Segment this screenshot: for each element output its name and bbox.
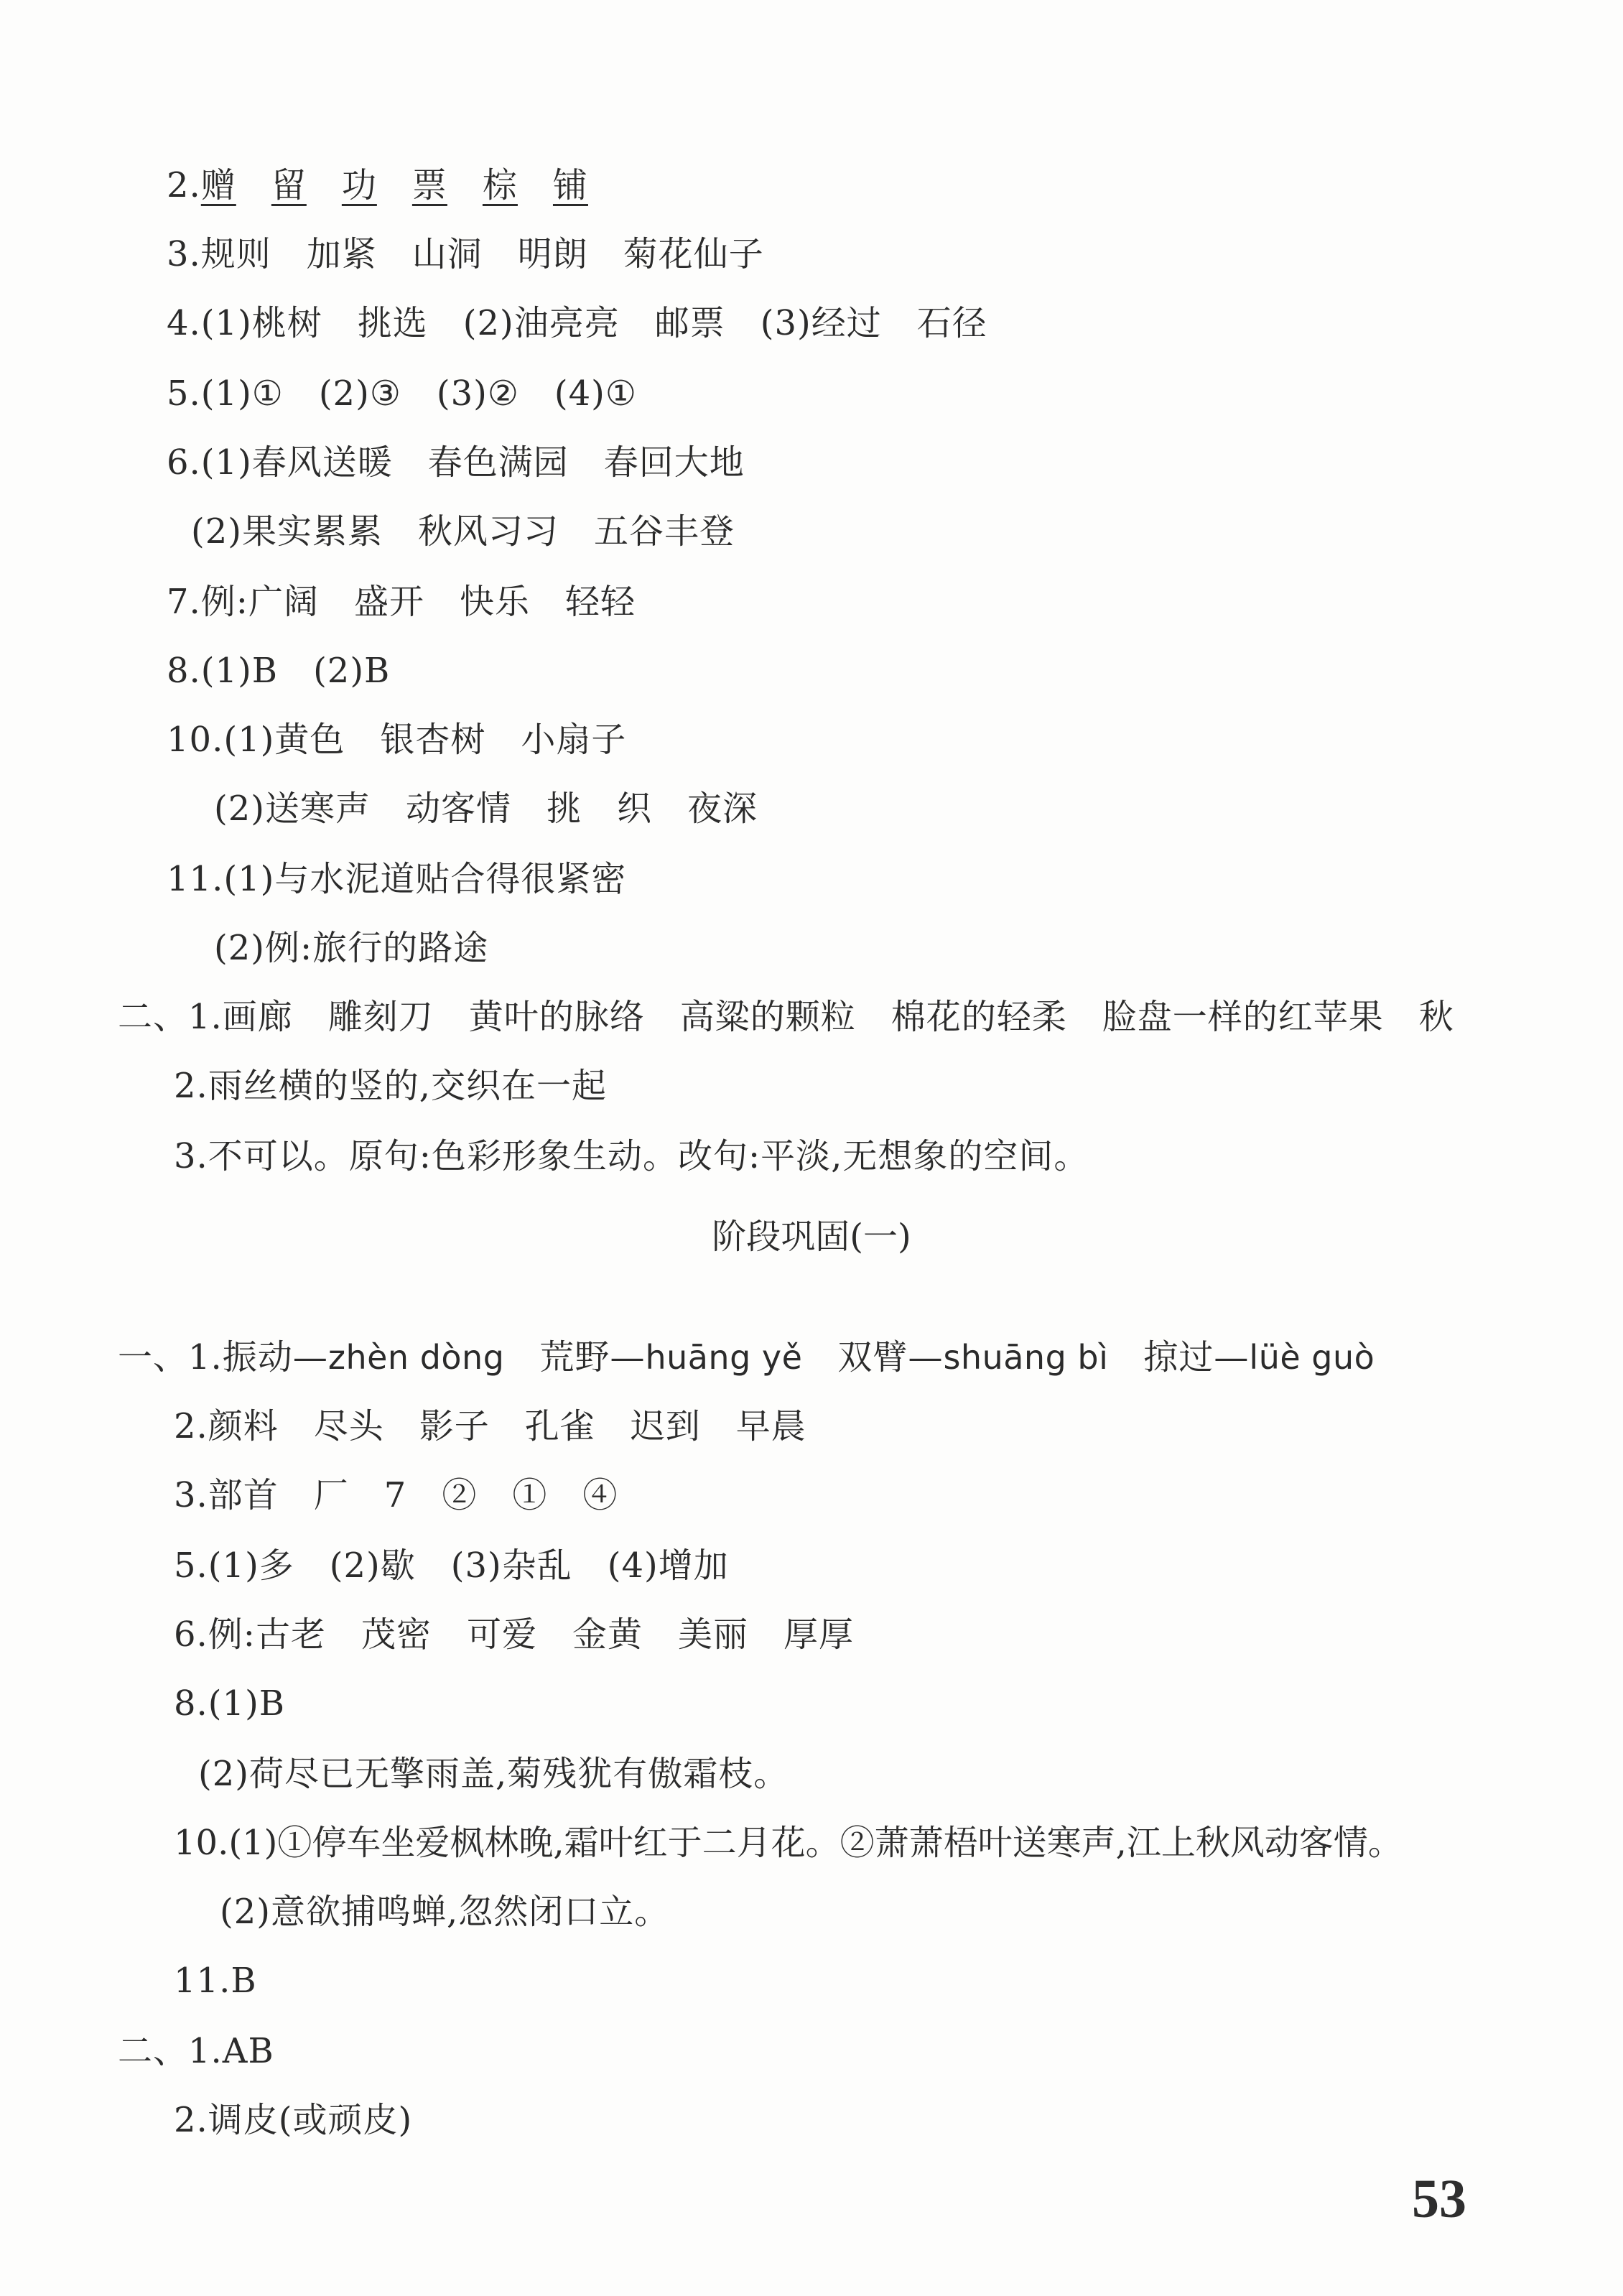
review-q5: 5.(1)多 (2)歇 (3)杂乱 (4)增加 [174, 1546, 729, 1586]
review-q8-part1: 8.(1)B [174, 1683, 286, 1724]
review-q1-pinyin: 一、1.振动—zhèn dòng 荒野—huāng yě 双臂—shuāng bì 掠过—lüè guò [118, 1337, 1375, 1377]
answer-a-q8: 8.(1)B (2)B [167, 651, 391, 691]
pinyin-3: shuāng bì [943, 1338, 1109, 1377]
review-q11: 11.B [174, 1961, 257, 2001]
answer-a-q11-part1: 11.(1)与水泥道贴合得很紧密 [167, 859, 627, 899]
answer-a-q11-part2: (2)例:旅行的路途 [214, 928, 489, 968]
review-q10-part1: 10.(1)①停车坐爱枫林晚,霜叶红于二月花。②萧萧梧叶送寒声,江上秋风动客情。 [174, 1823, 1403, 1863]
review-sec2-q1: 二、1.AB [118, 2031, 274, 2071]
pinyin-word-2: 荒野 [539, 1337, 610, 1377]
q2-char-5: 棕 [482, 165, 518, 205]
answer-a-q4: 4.(1)桃树 挑选 (2)油亮亮 邮票 (3)经过 石径 [167, 303, 987, 343]
answer-b-q1: 二、1.画廊 雕刻刀 黄叶的脉络 高粱的颗粒 棉花的轻柔 脸盘一样的红苹果 秋 [118, 997, 1454, 1037]
q2-char-1: 赠 [200, 165, 236, 205]
pinyin-word-1: 振动 [222, 1337, 293, 1377]
review-q8-part2: (2)荷尽已无擎雨盖,菊残犹有傲霜枝。 [198, 1754, 789, 1794]
answer-a-q7: 7.例:广阔 盛开 快乐 轻轻 [167, 582, 636, 622]
answer-a-q6-part1: 6.(1)春风送暖 春色满园 春回大地 [167, 442, 745, 483]
q2-char-6: 铺 [552, 165, 588, 205]
answer-a-q6-part2: (2)果实累累 秋风习习 五谷丰登 [191, 511, 735, 552]
review-q6: 6.例:古老 茂密 可爱 金黄 美丽 厚厚 [174, 1614, 854, 1655]
review-q1-prefix: 一、1. [118, 1337, 223, 1377]
section-title: 阶段巩固(一) [712, 1217, 911, 1257]
pinyin-1: zhèn dòng [327, 1338, 505, 1377]
answer-a-q10-part2: (2)送寒声 动客情 挑 织 夜深 [214, 789, 758, 829]
answer-b-q2: 2.雨丝横的竖的,交织在一起 [174, 1066, 608, 1106]
review-q10-part2: (2)意欲捕鸣蝉,忽然闭口立。 [220, 1892, 670, 1932]
review-q2: 2.颜料 尽头 影子 孔雀 迟到 早晨 [174, 1406, 806, 1446]
q2-number: 2. [167, 165, 201, 205]
q2-char-2: 留 [271, 165, 307, 205]
review-sec2-q2: 2.调皮(或顽皮) [174, 2100, 413, 2140]
pinyin-word-3: 双臂 [837, 1337, 908, 1377]
page-number: 53 [1412, 2169, 1466, 2229]
answer-a-q2 [167, 164, 588, 207]
pinyin-word-4: 掠过 [1143, 1337, 1214, 1377]
pinyin-2: huāng yě [645, 1338, 803, 1377]
answer-a-q10-part1: 10.(1)黄色 银杏树 小扇子 [167, 720, 627, 760]
review-q3: 3.部首 厂 7 ② ① ④ [174, 1475, 618, 1515]
answer-a-q5: 5.(1)① (2)③ (3)② (4)① [167, 373, 637, 414]
q2-char-4: 票 [411, 165, 447, 205]
answer-b-q3: 3.不可以。原句:色彩形象生动。改句:平淡,无想象的空间。 [174, 1136, 1089, 1176]
q2-char-3: 功 [341, 165, 377, 205]
pinyin-4: lüè guò [1249, 1338, 1375, 1377]
answer-a-q3: 3.规则 加紧 山洞 明朗 菊花仙子 [167, 234, 764, 274]
